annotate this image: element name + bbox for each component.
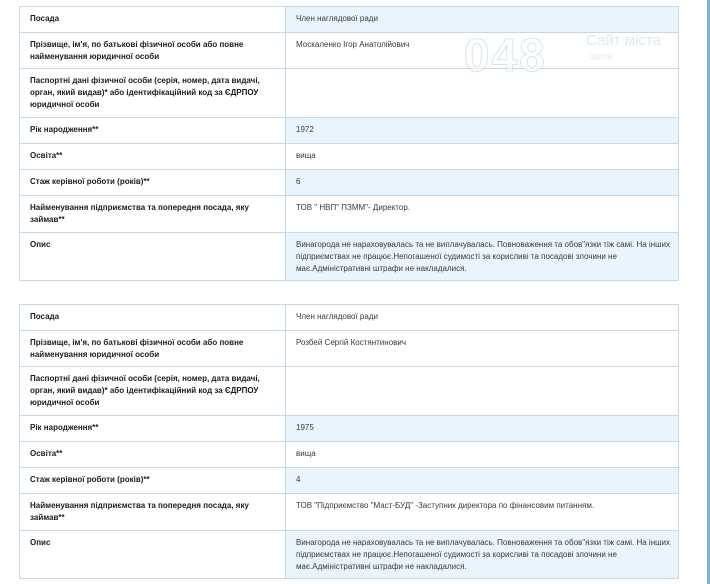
table-row bbox=[20, 144, 679, 170]
field-label: Прізвище, ім'я, по батькові фізичної особи або повне найменування юридичної особи bbox=[20, 33, 286, 69]
field-label: Стаж керівної роботи (років)** bbox=[20, 170, 286, 196]
field-value: вища bbox=[286, 144, 679, 170]
field-label: Паспортні дані фізичної особи (серія, номер, дата видачі, орган, який видав)* або ідентифікаційний код за ЄДРПОУ юридичної особи bbox=[20, 69, 286, 118]
field-value: ТОВ " НВП" ПЗММ"- Директор. bbox=[286, 196, 679, 233]
field-value: 1975 bbox=[286, 416, 679, 442]
table-row bbox=[20, 531, 679, 579]
officer-table-2 bbox=[19, 304, 679, 579]
field-value: Член наглядової ради bbox=[286, 7, 679, 33]
field-value: 6 bbox=[286, 170, 679, 196]
field-value: вища bbox=[286, 442, 679, 468]
field-label: Паспортні дані фізичної особи (серія, номер, дата видачі, орган, який видав)* або ідентифікаційний код за ЄДРПОУ юридичної особи bbox=[20, 367, 286, 416]
field-value: Винагорода не нараховувалась та не виплачувалась. Повноваження та обов"язки тіж самі. На інших підприємствах не працює.Непогашеної судимості за корисливі та посадові злочини не має.Адміністративні штрафи не накладалися. bbox=[286, 531, 679, 579]
field-label: Освіта** bbox=[20, 442, 286, 468]
table-row bbox=[20, 305, 679, 331]
table-row bbox=[20, 69, 679, 118]
watermark-sub: Одеса bbox=[588, 52, 612, 61]
table-row bbox=[20, 170, 679, 196]
field-label: Рік народження** bbox=[20, 118, 286, 144]
table-row bbox=[20, 367, 679, 416]
field-label: Освіта** bbox=[20, 144, 286, 170]
watermark-number: 048 bbox=[464, 29, 547, 81]
field-label: Стаж керівної роботи (років)** bbox=[20, 468, 286, 494]
field-label: Опис bbox=[20, 531, 286, 579]
table-row bbox=[20, 33, 679, 69]
field-label: Рік народження** bbox=[20, 416, 286, 442]
table-row bbox=[20, 442, 679, 468]
table-row bbox=[20, 494, 679, 531]
table-row bbox=[20, 196, 679, 233]
field-label: Найменування підприємства та попередня посада, яку займав** bbox=[20, 494, 286, 531]
table-row bbox=[20, 7, 679, 33]
field-label: Опис bbox=[20, 233, 286, 281]
field-value: Винагорода не нараховувалась та не виплачувалась. Повноваження та обов"язки тіж самі. На інших підприємствах не працює.Непогашеної судимості за корисливі та посадові злочини не має.Адміністративні штрафи не накладалися. bbox=[286, 233, 679, 281]
field-value bbox=[286, 367, 679, 416]
field-value: Розбей Сергій Костянтинович bbox=[286, 331, 679, 367]
field-value: 4 bbox=[286, 468, 679, 494]
table-row bbox=[20, 468, 679, 494]
field-label: Посада bbox=[20, 305, 286, 331]
field-value: Член наглядової ради bbox=[286, 305, 679, 331]
field-label: Посада bbox=[20, 7, 286, 33]
field-label: Найменування підприємства та попередня посада, яку займав** bbox=[20, 196, 286, 233]
field-value bbox=[286, 69, 679, 118]
table-row bbox=[20, 118, 679, 144]
table-row bbox=[20, 416, 679, 442]
field-value: 1972 bbox=[286, 118, 679, 144]
officer-table-1 bbox=[19, 6, 679, 281]
field-label: Прізвище, ім'я, по батькові фізичної особи або повне найменування юридичної особи bbox=[20, 331, 286, 367]
field-value: ТОВ "Підприємство "Маст-БУД" -Заступник директора по фінансовим питанням. bbox=[286, 494, 679, 531]
field-value: Москаленко Ігор Анатолійович bbox=[286, 33, 679, 69]
table-row bbox=[20, 233, 679, 281]
watermark-city: Сайт міста bbox=[586, 32, 661, 49]
table-row bbox=[20, 331, 679, 367]
